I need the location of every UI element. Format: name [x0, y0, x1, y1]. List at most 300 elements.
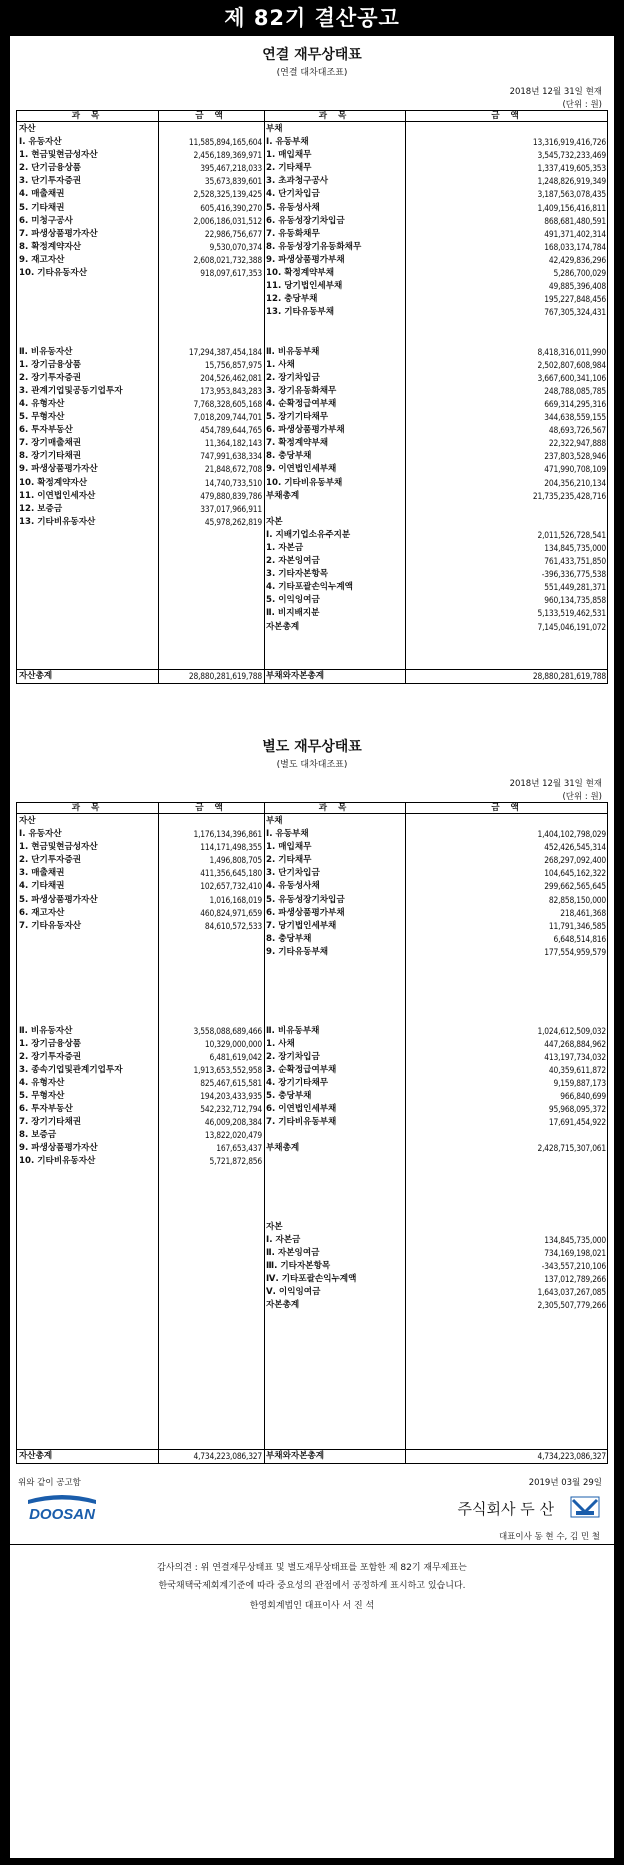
assets-column: [17, 123, 264, 529]
line-item: [17, 162, 264, 175]
line-item: [264, 1286, 609, 1299]
line-item-amount: 1,496,808,705: [209, 855, 262, 866]
line-item-label-text: 10. 기타비유동부채: [266, 477, 343, 488]
line-item: [17, 188, 264, 201]
line-item-label: [266, 398, 403, 411]
line-item-amount: 84,610,572,533: [204, 920, 262, 931]
line-item: [17, 385, 264, 398]
line-item-amount: 134,845,735,000: [544, 543, 606, 553]
line-item-amount: 918,097,617,353: [200, 268, 262, 279]
line-item-amount: 114,171,498,355: [200, 842, 262, 853]
line-item-label-text: 9. 재고자산: [19, 254, 65, 265]
line-item-amount: 49,885,396,408: [548, 281, 606, 292]
total-assets-amount: 4,734,223,086,327: [193, 1451, 262, 1461]
line-item: [264, 568, 609, 581]
line-item: [17, 880, 264, 893]
line-item: [264, 854, 609, 867]
line-item: [264, 123, 609, 136]
line-item-label: [266, 1116, 403, 1129]
line-item: [264, 1103, 609, 1116]
line-item-label-text: 5. 충당부채: [266, 1090, 312, 1101]
line-item-label: [19, 188, 156, 201]
blank-row: [264, 1169, 609, 1182]
line-item-label: [19, 463, 156, 476]
line-item-label: [266, 880, 403, 893]
line-item-label: [19, 867, 156, 880]
line-item-label: [266, 1077, 403, 1090]
line-item-label: [266, 293, 403, 306]
line-item: [264, 594, 609, 607]
blank-row: [17, 293, 264, 306]
line-item-label: [266, 136, 403, 149]
line-item-label-text: 3. 장기유동화채무: [266, 385, 337, 396]
line-item-amount: 395,467,218,033: [200, 163, 262, 174]
line-item-label: [19, 828, 156, 841]
line-item-label: [266, 1247, 403, 1260]
line-item: [17, 411, 264, 424]
line-item-amount: 8,418,316,011,990: [537, 346, 606, 357]
line-item-label-text: 자본: [266, 516, 283, 527]
line-item-label-text: 6. 유동성장기차입금: [266, 215, 345, 226]
line-item-amount: 6,648,514,816: [553, 933, 606, 944]
line-item-label: [266, 594, 403, 607]
line-item: [264, 867, 609, 880]
line-item-label: [266, 411, 403, 424]
table-header: [17, 803, 607, 814]
line-item-amount: 460,824,971,659: [200, 907, 262, 918]
line-item-label-text: 1. 자본금: [266, 543, 304, 553]
line-item-label: [266, 123, 403, 136]
line-item: [17, 1129, 264, 1142]
line-item-label-text: 2. 단기투자증권: [19, 855, 82, 866]
total-assets-label: [19, 1450, 156, 1463]
line-item-amount: 7,018,209,744,701: [193, 412, 262, 423]
line-item-amount: 22,322,947,888: [548, 438, 606, 449]
line-item-label-text: 8. 유동성장기유동화채무: [266, 241, 362, 252]
line-item: [17, 867, 264, 880]
line-item-label: [266, 241, 403, 254]
line-item-label: [266, 424, 403, 437]
line-item: [17, 516, 264, 529]
line-item-label-text: 1. 장기금융상품: [19, 1038, 82, 1049]
line-item-label-text: 5. 유동성장기차입금: [266, 894, 345, 905]
line-item-label: [19, 437, 156, 450]
line-item-amount: 542,232,712,794: [200, 1104, 262, 1115]
line-item: [264, 1051, 609, 1064]
line-item-label-text: 9. 파생상품평가부채: [266, 254, 345, 265]
line-item-label-text: 7. 기타유동자산: [19, 920, 82, 931]
line-item-label: [19, 411, 156, 424]
line-item-amount: 413,197,734,032: [544, 1051, 606, 1062]
header-item-left: 과 목: [71, 803, 104, 813]
line-item-label: [266, 477, 403, 490]
line-item-label-text: 6. 재고자산: [19, 907, 65, 918]
line-item-label: [19, 815, 156, 828]
line-item: [264, 1038, 609, 1051]
line-item-amount: 177,554,959,579: [544, 946, 606, 957]
line-item: [264, 880, 609, 893]
line-item: [264, 385, 609, 398]
assets-column: [17, 815, 264, 1169]
line-item: [264, 490, 609, 503]
line-item-label-text: 2. 장기차입금: [266, 372, 320, 383]
separate-title: 별도 재무상태표: [262, 739, 362, 755]
line-item-label-text: 7. 당기법인세부채: [266, 920, 337, 931]
notice-banner: 제 82기 결산공고: [0, 0, 624, 36]
line-item-label-text: 1. 매입채무: [266, 150, 312, 161]
line-item-amount: 204,356,210,134: [544, 477, 606, 488]
line-item: [264, 1299, 609, 1312]
line-item-label-text: 6. 미청구공사: [19, 215, 73, 226]
line-item-label-text: 10. 기타유동자산: [19, 268, 88, 279]
line-item-label-text: 8. 확정계약자산: [19, 241, 82, 252]
line-item-label: [19, 1142, 156, 1155]
line-item-amount: -343,557,210,106: [541, 1261, 606, 1272]
line-item-label-text: 7. 기타비유동부채: [266, 1117, 337, 1128]
line-item-label-text: 7. 확정계약부채: [266, 438, 329, 449]
line-item-label-text: 5. 무형자산: [19, 412, 65, 423]
blank-row: [17, 985, 264, 998]
line-item: [17, 346, 264, 359]
line-item-amount: 868,681,480,591: [544, 215, 606, 226]
line-item-label: [266, 346, 403, 359]
total-liabilities-equity-amount: 28,880,281,619,788: [532, 671, 606, 681]
line-item-amount: 337,017,966,911: [200, 503, 262, 514]
line-item-amount: 15,756,857,975: [204, 359, 262, 370]
line-item-label: [266, 568, 403, 581]
corporate-seal-icon: [570, 1496, 600, 1518]
line-item-label: [266, 1038, 403, 1051]
line-item-label: [266, 946, 403, 959]
line-item-label: [19, 398, 156, 411]
line-item: [264, 215, 609, 228]
line-item: [17, 503, 264, 516]
total-label-text: 자산총계: [19, 671, 53, 681]
line-item-label-text: 8. 충당부채: [266, 451, 312, 462]
line-item-label: [266, 202, 403, 215]
line-item-label-text: 1. 장기금융상품: [19, 359, 82, 370]
line-item-label-text: 4. 유동성사채: [266, 881, 320, 892]
liabilities-equity-column: [264, 815, 609, 1313]
line-item: [264, 1273, 609, 1286]
line-item-label-text: 5. 기타채권: [19, 202, 65, 213]
line-item-label: [19, 202, 156, 215]
line-item: [264, 306, 609, 319]
line-item: [264, 529, 609, 542]
line-item-label: [266, 607, 403, 620]
separate-statement-table: [16, 802, 608, 1464]
line-item: [264, 149, 609, 162]
line-item: [17, 920, 264, 933]
line-item-label: [19, 880, 156, 893]
line-item-amount: 471,990,708,109: [544, 464, 606, 475]
line-item-label: [266, 529, 403, 542]
line-item-label: [19, 450, 156, 463]
line-item-label: [266, 516, 403, 529]
line-item-label: [19, 359, 156, 372]
line-item-label: [266, 149, 403, 162]
line-item-label: [266, 867, 403, 880]
line-item-amount: 3,187,563,078,435: [537, 189, 606, 200]
line-item-amount: 6,481,619,042: [209, 1051, 262, 1062]
line-item: [264, 1221, 609, 1234]
line-item-label-text: 6. 투자부동산: [19, 425, 73, 436]
blank-row: [17, 333, 264, 346]
line-item: [17, 1051, 264, 1064]
blank-row: [264, 1155, 609, 1168]
line-item: [264, 894, 609, 907]
blank-row: [264, 1208, 609, 1221]
line-item-amount: 1,016,168,019: [209, 894, 262, 905]
line-item-label-text: 6. 투자부동산: [19, 1104, 73, 1115]
doosan-logo: [24, 1492, 100, 1526]
line-item-amount: 11,791,346,585: [548, 920, 606, 931]
line-item-amount: 42,429,836,296: [548, 254, 606, 265]
line-item-label-text: 2. 장기투자증권: [19, 1051, 82, 1062]
line-item-amount: 2,011,526,728,541: [537, 529, 606, 540]
header-amount-left: 금 액: [195, 111, 227, 121]
line-item-label: [266, 463, 403, 476]
line-item-amount: 3,545,732,233,469: [537, 150, 606, 161]
line-item-amount: 218,461,368: [560, 907, 606, 918]
line-item-label-text: Ⅱ. 비유동부채: [266, 1025, 320, 1036]
line-item: [264, 267, 609, 280]
line-item: [264, 398, 609, 411]
line-item-label: [19, 424, 156, 437]
line-item: [264, 437, 609, 450]
line-item-label-text: 3. 단기투자증권: [19, 176, 82, 187]
line-item-label: [19, 490, 156, 503]
line-item-amount: 454,789,644,765: [200, 425, 262, 436]
line-item-amount: 3,558,088,689,466: [193, 1025, 262, 1036]
line-item-label-text: 3. 관계기업및공동기업투자: [19, 385, 123, 396]
table-header: [17, 111, 607, 122]
totals-row: [17, 1449, 607, 1463]
line-item-label-text: 6. 파생상품평가부채: [266, 907, 345, 918]
header-item-right: 과 목: [318, 111, 351, 121]
line-item-label-text: Ⅰ. 자본금: [266, 1235, 301, 1245]
line-item-amount: 13,316,919,416,726: [532, 137, 606, 148]
line-item-label-text: Ⅱ. 비유동자산: [19, 1025, 73, 1036]
line-item-label: [19, 1077, 156, 1090]
line-item-label-text: 3. 초과청구공사: [266, 176, 329, 187]
line-item: [17, 1103, 264, 1116]
line-item-label: [266, 581, 403, 594]
line-item-amount: 1,337,419,605,353: [537, 163, 606, 174]
header-item-right: 과 목: [318, 803, 351, 813]
line-item: [17, 149, 264, 162]
line-item-label-text: 3. 단기차입금: [266, 868, 320, 879]
line-item-label: [19, 503, 156, 516]
line-item-amount: 491,371,402,314: [544, 228, 606, 239]
line-item-amount: 1,024,612,509,032: [537, 1025, 606, 1036]
line-item-label-text: 5. 무형자산: [19, 1090, 65, 1101]
line-item: [264, 1090, 609, 1103]
line-item-amount: 11,585,894,165,604: [188, 137, 262, 148]
line-item-amount: 1,248,826,919,349: [537, 176, 606, 187]
line-item-label: [266, 228, 403, 241]
line-item: [17, 1116, 264, 1129]
line-item-label: [19, 175, 156, 188]
line-item-amount: 13,822,020,479: [204, 1130, 262, 1141]
line-item-label-text: 부채총계: [266, 1143, 300, 1154]
line-item-label: [19, 162, 156, 175]
line-item-label: [266, 1142, 403, 1155]
line-item: [17, 477, 264, 490]
line-item-label: [266, 306, 403, 319]
line-item-label-text: 2. 장기투자증권: [19, 372, 82, 383]
line-item-amount: 669,314,295,316: [544, 398, 606, 409]
line-item: [264, 293, 609, 306]
line-item-label-text: 4. 기타포괄손익누계액: [266, 582, 353, 593]
line-item-label: [266, 1221, 403, 1234]
line-item-amount: 344,638,559,155: [544, 412, 606, 423]
audit-opinion-line-2: 한국채택국제회계기준에 따라 중요성의 관점에서 공정하게 표시하고 있습니다.: [158, 1581, 466, 1591]
line-item-label-text: 7. 유동화채무: [266, 228, 320, 239]
line-item-label-text: 자본총계: [266, 621, 300, 632]
line-item-label-text: 8. 장기기타채권: [19, 451, 82, 462]
line-item-amount: 747,991,638,334: [200, 451, 262, 462]
blank-row: [17, 280, 264, 293]
line-item-label-text: 8. 보증금: [19, 1130, 57, 1141]
line-item-label-text: 2. 기타채무: [266, 855, 312, 866]
line-item: [264, 933, 609, 946]
line-item-label-text: 6. 이연법인세부채: [266, 1104, 337, 1115]
line-item-amount: 447,268,884,962: [544, 1038, 606, 1049]
header-amount-right: 금 액: [491, 803, 523, 813]
line-item: [264, 1025, 609, 1038]
line-item: [264, 359, 609, 372]
line-item: [264, 946, 609, 959]
header-amount-right: 금 액: [491, 111, 523, 121]
line-item: [264, 542, 609, 555]
line-item-label-text: Ⅱ. 자본잉여금: [266, 1248, 320, 1259]
line-item-label: [266, 933, 403, 946]
line-item: [264, 228, 609, 241]
line-item-amount: 137,012,789,266: [544, 1274, 606, 1285]
line-item-label: [19, 267, 156, 280]
line-item: [264, 346, 609, 359]
line-item: [17, 267, 264, 280]
line-item-amount: 9,530,070,374: [209, 241, 262, 252]
line-item-amount: 452,426,545,314: [544, 842, 606, 853]
line-item-label: [266, 385, 403, 398]
line-item-label-text: 자산: [19, 124, 36, 134]
header-item-left: 과 목: [71, 111, 104, 121]
line-item-label-text: 5. 유동성사채: [266, 202, 320, 213]
line-item-amount: 10,329,000,000: [204, 1038, 262, 1049]
line-item-label-text: 자본: [266, 1221, 283, 1232]
line-item-label-text: 4. 순확정급여부채: [266, 398, 337, 409]
line-item-label: [266, 162, 403, 175]
line-item: [17, 828, 264, 841]
line-item-label-text: 9. 파생상품평가자산: [19, 1143, 98, 1154]
line-item-label-text: 자산: [19, 816, 36, 826]
ceo-names: 대표이사 동 현 수, 김 민 철: [498, 1532, 600, 1542]
line-item-label: [266, 1025, 403, 1038]
line-item-label-text: 1. 매입채무: [266, 842, 312, 853]
consolidated-statement-table: [16, 110, 608, 684]
line-item-amount: 17,691,454,922: [548, 1117, 606, 1128]
line-item-amount: 761,433,751,850: [544, 556, 606, 567]
line-item-label-text: 3. 종속기업및관계기업투자: [19, 1064, 123, 1075]
line-item: [264, 175, 609, 188]
line-item-amount: 551,449,281,371: [544, 582, 606, 593]
line-item-label: [266, 854, 403, 867]
line-item-label-text: Ⅱ. 비유동부채: [266, 346, 320, 357]
line-item-label: [266, 267, 403, 280]
line-item-label: [19, 1064, 156, 1077]
line-item-label-text: Ⅰ. 유동자산: [19, 829, 62, 840]
separate-date: 2018년 12월 31일 현재: [509, 779, 602, 789]
line-item-label-text: 8. 충당부채: [266, 933, 312, 944]
notice-footer: [10, 1474, 614, 1858]
line-item: [17, 1025, 264, 1038]
line-item-amount: 2,608,021,732,388: [193, 254, 262, 265]
line-item-label-text: 부채: [266, 816, 283, 826]
line-item-amount: 104,645,162,322: [544, 868, 606, 879]
line-item-label: [266, 280, 403, 293]
total-liabilities-equity-label: [266, 1450, 403, 1463]
line-item-label-text: 부채총계: [266, 490, 300, 501]
line-item-label: [19, 894, 156, 907]
consolidated-unit: (단위 : 원): [562, 100, 602, 110]
line-item-amount: 2,428,715,307,061: [537, 1143, 606, 1154]
line-item-label: [19, 123, 156, 136]
total-assets-amount: 28,880,281,619,788: [188, 671, 262, 681]
line-item: [264, 1077, 609, 1090]
footer-divider: [10, 1544, 614, 1545]
blank-row: [17, 946, 264, 959]
line-item-amount: 2,006,186,031,512: [193, 215, 262, 226]
line-item-amount: 9,159,887,173: [553, 1077, 606, 1088]
line-item-amount: 825,467,615,581: [200, 1077, 262, 1088]
line-item-label-text: 11. 이연법인세자산: [19, 490, 96, 501]
line-item-label: [266, 372, 403, 385]
blank-row: [17, 933, 264, 946]
line-item-label-text: 11. 당기법인세부채: [266, 281, 343, 292]
notice-paper: [10, 36, 614, 1858]
blank-row: [264, 503, 609, 516]
line-item: [17, 424, 264, 437]
line-item-amount: 2,502,807,608,984: [537, 359, 606, 370]
line-item-label: [266, 1051, 403, 1064]
line-item-label-text: 4. 기타채권: [19, 881, 65, 892]
line-item: [17, 136, 264, 149]
line-item-amount: 479,880,839,786: [200, 490, 262, 501]
notice-statement: 위와 같이 공고함: [18, 1478, 81, 1488]
line-item-label: [19, 136, 156, 149]
logo-text: DOOSAN: [29, 1506, 95, 1523]
line-item-label: [19, 215, 156, 228]
line-item-amount: 46,009,208,384: [204, 1117, 262, 1128]
line-item-label: [266, 920, 403, 933]
line-item-amount: 194,203,433,935: [200, 1090, 262, 1101]
line-item-amount: 11,364,182,143: [204, 438, 262, 449]
line-item: [17, 437, 264, 450]
line-item-label: [266, 1273, 403, 1286]
line-item-label: [266, 1064, 403, 1077]
line-item: [17, 1155, 264, 1168]
line-item-label-text: 10. 기타비유동자산: [19, 1156, 96, 1167]
line-item-amount: 21,735,235,428,716: [532, 490, 606, 501]
blank-row: [264, 1195, 609, 1208]
line-item: [264, 136, 609, 149]
blank-row: [264, 959, 609, 972]
line-item-amount: 966,840,699: [560, 1090, 606, 1101]
line-item: [17, 450, 264, 463]
line-item-label-text: 5. 이익잉여금: [266, 595, 320, 606]
